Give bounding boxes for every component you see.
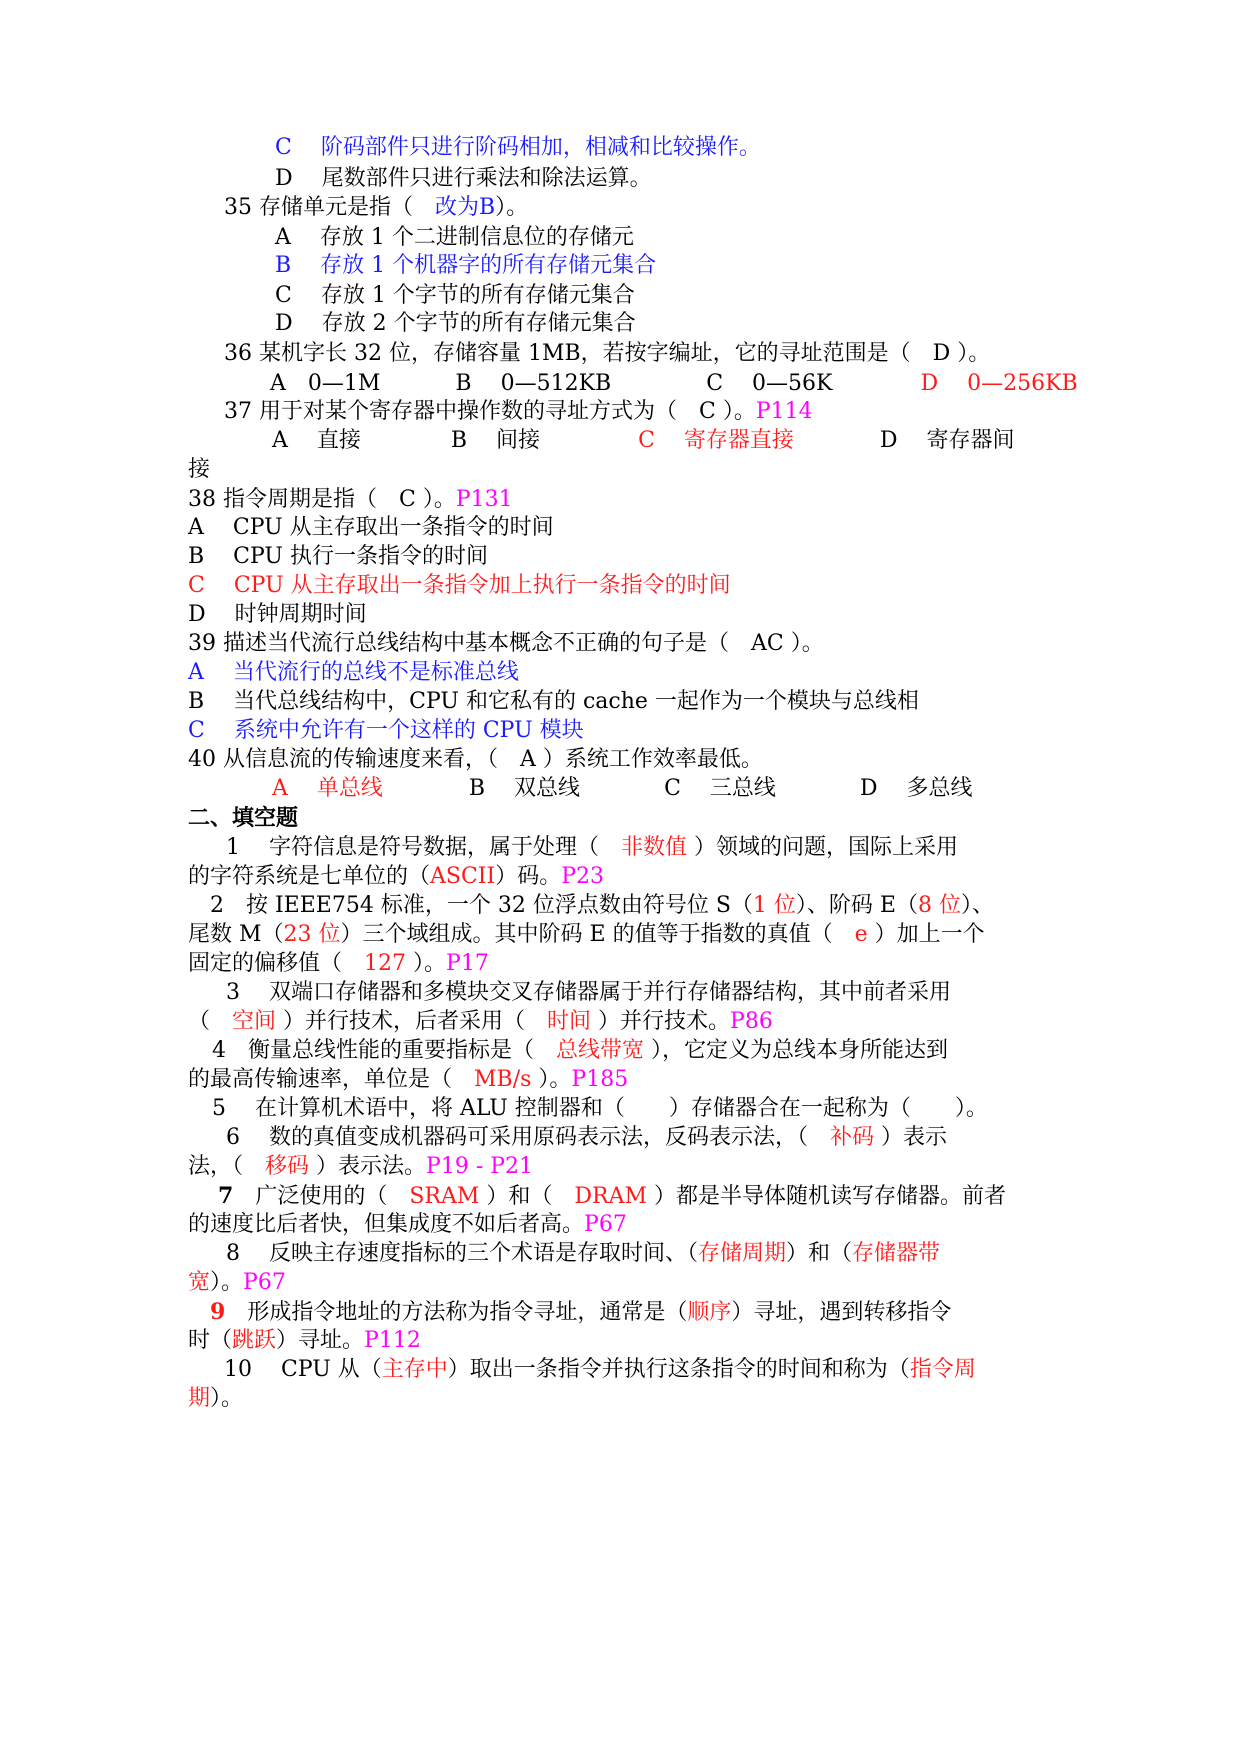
- f10-line1: 10 CPU 从（主存中）取出一条指令并执行这条指令的时间和称为（指令周: [224, 1357, 976, 1382]
- page-ref: P23: [561, 864, 605, 889]
- f1-line2: 的字符系统是七单位的（ASCII）码。P23: [188, 864, 605, 889]
- q38-option-a: A CPU 从主存取出一条指令的时间: [188, 515, 554, 540]
- f7-line1: 7 广泛使用的（ SRAM ）和（ DRAM ）都是半导体随机读写存储器。前者: [218, 1183, 1007, 1209]
- q34-option-d: D 尾数部件只进行乘法和除法运算。: [275, 166, 652, 191]
- q35-option-d: D 存放 2 个字节的所有存储元集合: [275, 311, 636, 336]
- q35-answer: 改为B: [435, 195, 496, 220]
- f2-line3: 固定的偏移值（ 127 ）。P17: [188, 951, 489, 976]
- q40-question: 40 从信息流的传输速度来看，（ A ）系统工作效率最低。: [188, 747, 763, 772]
- f4-line2: 的最高传输速率，单位是（ MB/s ）。P185: [188, 1067, 629, 1092]
- page-ref: P185: [571, 1067, 629, 1092]
- q37-answer-c: C 寄存器直接: [638, 428, 794, 453]
- q36-question: 36 某机字长 32 位，存储容量 1MB，若按字编址，它的寻址范围是（ D ）。: [224, 341, 991, 366]
- q40-options: A 单总线 B 双总线 C 三总线 D 多总线: [272, 776, 973, 801]
- f6-line2: 法，（ 移码 ）表示法。P19 - P21: [188, 1154, 534, 1179]
- q39-option-b: B 当代总线结构中，CPU 和它私有的 cache 一起作为一个模块与总线相: [188, 689, 919, 714]
- f2-line1: 2 按 IEEE754 标准，一个 32 位浮点数由符号位 S（1 位）、阶码 E（8 位）、: [210, 893, 994, 918]
- q35-option-c: C 存放 1 个字节的所有存储元集合: [275, 283, 635, 308]
- page-ref: P112: [364, 1328, 421, 1353]
- q38-option-d: D 时钟周期时间: [188, 602, 367, 627]
- page-ref: P114: [755, 399, 813, 424]
- q38-question: 38 指令周期是指（ C ）。P131: [188, 487, 513, 512]
- q39-option-a: A 当代流行的总线不是标准总线: [188, 660, 519, 685]
- section-title: 二、填空题: [188, 805, 299, 831]
- f3-line2: （ 空间 ）并行技术，后者采用（ 时间 ）并行技术。P86: [188, 1009, 773, 1034]
- q35-option-b: B 存放 1 个机器字的所有存储元集合: [275, 253, 657, 278]
- f7-line2: 的速度比后者快，但集成度不如后者高。P67: [188, 1212, 627, 1237]
- page-ref: P17: [446, 951, 489, 976]
- q37-wrap: 接: [188, 457, 211, 482]
- q38-option-c: C CPU 从主存取出一条指令加上执行一条指令的时间: [188, 573, 731, 598]
- f1-line1: 1 字符信息是符号数据，属于处理（ 非数值 ）领域的问题，国际上采用: [226, 835, 959, 860]
- page-ref: P67: [243, 1270, 286, 1295]
- page-ref: P86: [730, 1009, 773, 1034]
- q39-question: 39 描述当代流行总线结构中基本概念不正确的句子是（ AC ）。: [188, 631, 824, 656]
- f6-line1: 6 数的真值变成机器码可采用原码表示法，反码表示法，（ 补码 ）表示: [226, 1125, 948, 1150]
- f8-line2: 宽）。P67: [188, 1270, 286, 1295]
- q36-options: A 0—1M B 0—512KB C 0—56K D 0—256KB: [270, 371, 1078, 396]
- q36-answer-d: D 0—256KB: [920, 371, 1078, 396]
- f2-line2: 尾数 M（23 位）三个域组成。其中阶码 E 的值等于指数的真值（ e ）加上一个: [188, 922, 985, 947]
- q38-option-b: B CPU 执行一条指令的时间: [188, 544, 488, 569]
- f4-line1: 4 衡量总线性能的重要指标是（ 总线带宽 ），它定义为总线本身所能达到: [212, 1038, 949, 1063]
- page-ref: P67: [584, 1212, 627, 1237]
- f5-line1: 5 在计算机术语中，将 ALU 控制器和（ ）存储器合在一起称为（ ）。: [212, 1096, 988, 1121]
- f9-line1: 9 形成指令地址的方法称为指令寻址，通常是（顺序）寻址，遇到转移指令: [210, 1299, 952, 1325]
- page-ref: P131: [455, 487, 513, 512]
- f8-line1: 8 反映主存速度指标的三个术语是存取时间、（存储周期）和（存储器带: [226, 1241, 941, 1266]
- q39-option-c: C 系统中允许有一个这样的 CPU 模块: [188, 718, 584, 743]
- q35-question: 35 存储单元是指（ 改为B）。: [224, 195, 529, 220]
- f10-line2: 期）。: [188, 1386, 244, 1411]
- q37-question: 37 用于对某个寄存器中操作数的寻址方式为（ C ）。P114: [224, 399, 813, 424]
- f3-line1: 3 双端口存储器和多模块交叉存储器属于并行存储器结构，其中前者采用: [226, 980, 951, 1005]
- q35-option-a: A 存放 1 个二进制信息位的存储元: [275, 225, 634, 250]
- q37-options: A 直接 B 间接 C 寄存器直接 D 寄存器间: [272, 428, 1015, 453]
- page-ref: P19 - P21: [426, 1154, 534, 1179]
- f9-line2: 时（跳跃）寻址。P112: [188, 1328, 421, 1353]
- q40-answer-a: A 单总线: [272, 776, 383, 801]
- q34-option-c: C 阶码部件只进行阶码相加，相减和比较操作。: [275, 135, 761, 160]
